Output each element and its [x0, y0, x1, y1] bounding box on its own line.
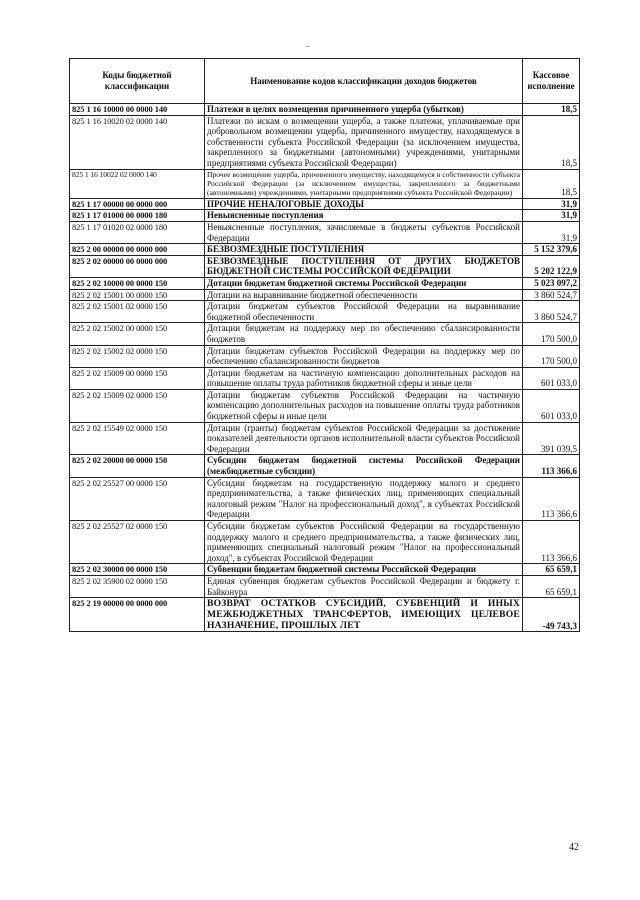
budget-revenue-table-container — [69, 58, 579, 632]
table-body — [70, 104, 580, 632]
row-name: Дотации (гранты) бюджетам субъектов Российской Федерации за достижение показателей деятельности органов исполнительной власти субъектов Российской Федерации — [205, 422, 523, 455]
table-row — [70, 244, 580, 256]
row-name: Невыясненные поступления — [205, 210, 523, 222]
row-name: Дотации бюджетам субъектов Российской Федерации на частичную компенсацию дополнительных расходов на повышение оплаты труда работников бюджетной сферы и иные цели — [205, 389, 523, 422]
row-code: 825 2 02 35900 02 0000 150 — [70, 575, 205, 597]
row-name: Субсидии бюджетам бюджетной системы Российской Федерации (межбюджетные субсидии) — [205, 455, 523, 477]
row-code: 825 2 02 15002 02 0000 150 — [70, 345, 205, 367]
row-name: ВОЗВРАТ ОСТАТКОВ СУБСИДИЙ, СУБВЕНЦИЙ И ИНЫХ МЕЖБЮДЖЕТНЫХ ТРАНСФЕРТОВ, ИМЕЮЩИХ ЦЕЛЕВОЕ НАЗНАЧЕНИЕ, ПРОШЛЫХ ЛЕТ — [205, 598, 523, 632]
header-name: Наименование кодов классификации доходов бюджетов — [205, 59, 523, 104]
row-code: 825 2 02 15002 00 0000 150 — [70, 323, 205, 345]
table-row — [70, 301, 580, 323]
row-code: 825 2 02 15001 02 0000 150 — [70, 301, 205, 323]
header-amount: Кассовое исполнение — [523, 59, 580, 104]
row-code: 825 1 16 10020 02 0000 140 — [70, 115, 205, 169]
row-code: 825 2 02 15009 02 0000 150 — [70, 389, 205, 422]
table-row — [70, 422, 580, 455]
table-row — [70, 289, 580, 301]
row-name: Субвенции бюджетам бюджетной системы Российской Федерации — [205, 564, 523, 576]
row-amount: 65 659,1 — [523, 564, 580, 576]
row-code: 825 1 16 10000 00 0000 140 — [70, 104, 205, 116]
row-name: Дотации на выравнивание бюджетной обеспеченности — [205, 289, 523, 301]
row-code: 825 2 19 00000 00 0000 000 — [70, 598, 205, 632]
budget-revenue-table — [69, 58, 580, 632]
row-amount: 601 033,0 — [523, 367, 580, 389]
table-row — [70, 115, 580, 169]
table-row — [70, 455, 580, 477]
row-code: 825 2 02 15001 00 0000 150 — [70, 289, 205, 301]
table-row — [70, 367, 580, 389]
row-name: Дотации бюджетам бюджетной системы Российской Федерации — [205, 277, 523, 289]
table-row — [70, 221, 580, 243]
table-header-row — [70, 59, 580, 104]
row-code: 825 1 17 00000 00 0000 000 — [70, 198, 205, 210]
row-amount: 18,5 — [523, 169, 580, 198]
row-name: Прочее возмещение ущерба, причиненного имуществу, находящемуся в собственности субъекта Российской Федерации (за исключением имущества, закрепленного за бюджетными (автономными) учреждениями, унитарными предприятиями субъекта Российской Федерации) — [205, 169, 523, 198]
row-name: БЕЗВОЗМЕЗДНЫЕ ПОСТУПЛЕНИЯ — [205, 244, 523, 256]
row-code: 825 2 02 25527 02 0000 150 — [70, 521, 205, 564]
table-row — [70, 198, 580, 210]
table-row — [70, 104, 580, 116]
row-amount: 18,5 — [523, 104, 580, 116]
row-amount: 170 500,0 — [523, 345, 580, 367]
row-code: 825 1 17 01000 00 0000 180 — [70, 210, 205, 222]
table-row — [70, 598, 580, 632]
row-amount: 3 860 524,7 — [523, 301, 580, 323]
row-amount: 391 039,5 — [523, 422, 580, 455]
row-amount: -49 743,3 — [523, 598, 580, 632]
table-row — [70, 575, 580, 597]
row-name: Дотации бюджетам на поддержку мер по обеспечению сбалансированности бюджетов — [205, 323, 523, 345]
row-amount: 3 860 524,7 — [523, 289, 580, 301]
row-code: 825 2 02 15549 02 0000 150 — [70, 422, 205, 455]
row-name: Невыясненные поступления, зачисляемые в бюджеты субъектов Российской Федерации — [205, 221, 523, 243]
row-amount: 5 202 122,9 — [523, 255, 580, 277]
row-code: 825 2 02 20000 00 0000 150 — [70, 455, 205, 477]
row-name: Субсидии бюджетам на государственную поддержку малого и среднего предпринимательства, а также физических лиц, применяющих специальный налоговый режим "Налог на профессиональный доход", в субъектах Российской Федерации — [205, 477, 523, 520]
row-code: 825 2 02 00000 00 0000 000 — [70, 255, 205, 277]
row-amount: 5 152 379,6 — [523, 244, 580, 256]
table-row — [70, 564, 580, 576]
row-amount: 31,9 — [523, 210, 580, 222]
row-amount: 65 659,1 — [523, 575, 580, 597]
row-amount: 601 033,0 — [523, 389, 580, 422]
row-code: 825 2 02 10000 00 0000 150 — [70, 277, 205, 289]
row-code: 825 2 00 00000 00 0000 000 — [70, 244, 205, 256]
row-amount: 18,5 — [523, 115, 580, 169]
row-name: Единая субвенция бюджетам субъектов Российской Федерации и бюджету г. Байконура — [205, 575, 523, 597]
row-amount: 113 366,6 — [523, 477, 580, 520]
row-code: 825 2 02 30000 00 0000 150 — [70, 564, 205, 576]
header-code: Коды бюджетной классификации — [70, 59, 205, 104]
row-name: Дотации бюджетам субъектов Российской Федерации на выравнивание бюджетной обеспеченности — [205, 301, 523, 323]
table-row — [70, 389, 580, 422]
row-name: Дотации бюджетам субъектов Российской Федерации на поддержку мер по обеспечению сбалансированности бюджетов — [205, 345, 523, 367]
table-row — [70, 521, 580, 564]
table-row — [70, 345, 580, 367]
row-name: Дотации бюджетам на частичную компенсацию дополнительных расходов на повышение оплаты труда работников бюджетной сферы и иные цели — [205, 367, 523, 389]
row-name: БЕЗВОЗМЕЗДНЫЕ ПОСТУПЛЕНИЯ ОТ ДРУГИХ БЮДЖЕТОВ БЮДЖЕТНОЙ СИСТЕМЫ РОССИЙСКОЙ ФЕДЕРАЦИИ — [205, 255, 523, 277]
row-amount: 113 366,6 — [523, 455, 580, 477]
table-row — [70, 255, 580, 277]
table-row — [70, 210, 580, 222]
row-name: Субсидии бюджетам субъектов Российской Федерации на государственную поддержку малого и среднего предпринимательства, а также физических лиц, применяющих специальный налоговый режим "Налог на профессиональный доход", в субъектах Российской Федерации — [205, 521, 523, 564]
row-amount: 31,9 — [523, 221, 580, 243]
table-row — [70, 169, 580, 198]
row-name: Платежи в целях возмещения причиненного ущерба (убытков) — [205, 104, 523, 116]
row-name: Платежи по искам о возмещении ущерба, а также платежи, уплачиваемые при добровольном возмещении ущерба, причиненного имуществу, находящемуся в собственности субъекта Российской Федерации (за исключением имущества, закрепленного за бюджетными (автономными) учреждениями, унитарными предприятиями субъекта Российской Федерации) — [205, 115, 523, 169]
row-amount: 170 500,0 — [523, 323, 580, 345]
row-code: 825 1 17 01020 02 0000 180 — [70, 221, 205, 243]
row-code: 825 2 02 25527 00 0000 150 — [70, 477, 205, 520]
table-row — [70, 477, 580, 520]
row-code: 825 1 16 10022 02 0000 140 — [70, 169, 205, 198]
row-name: ПРОЧИЕ НЕНАЛОГОВЫЕ ДОХОДЫ — [205, 198, 523, 210]
table-row — [70, 277, 580, 289]
scan-mark — [306, 46, 309, 47]
row-amount: 5 023 097,2 — [523, 277, 580, 289]
row-amount: 31,9 — [523, 198, 580, 210]
row-code: 825 2 02 15009 00 0000 150 — [70, 367, 205, 389]
row-amount: 113 366,6 — [523, 521, 580, 564]
page-number: 42 — [569, 842, 579, 853]
table-row — [70, 323, 580, 345]
